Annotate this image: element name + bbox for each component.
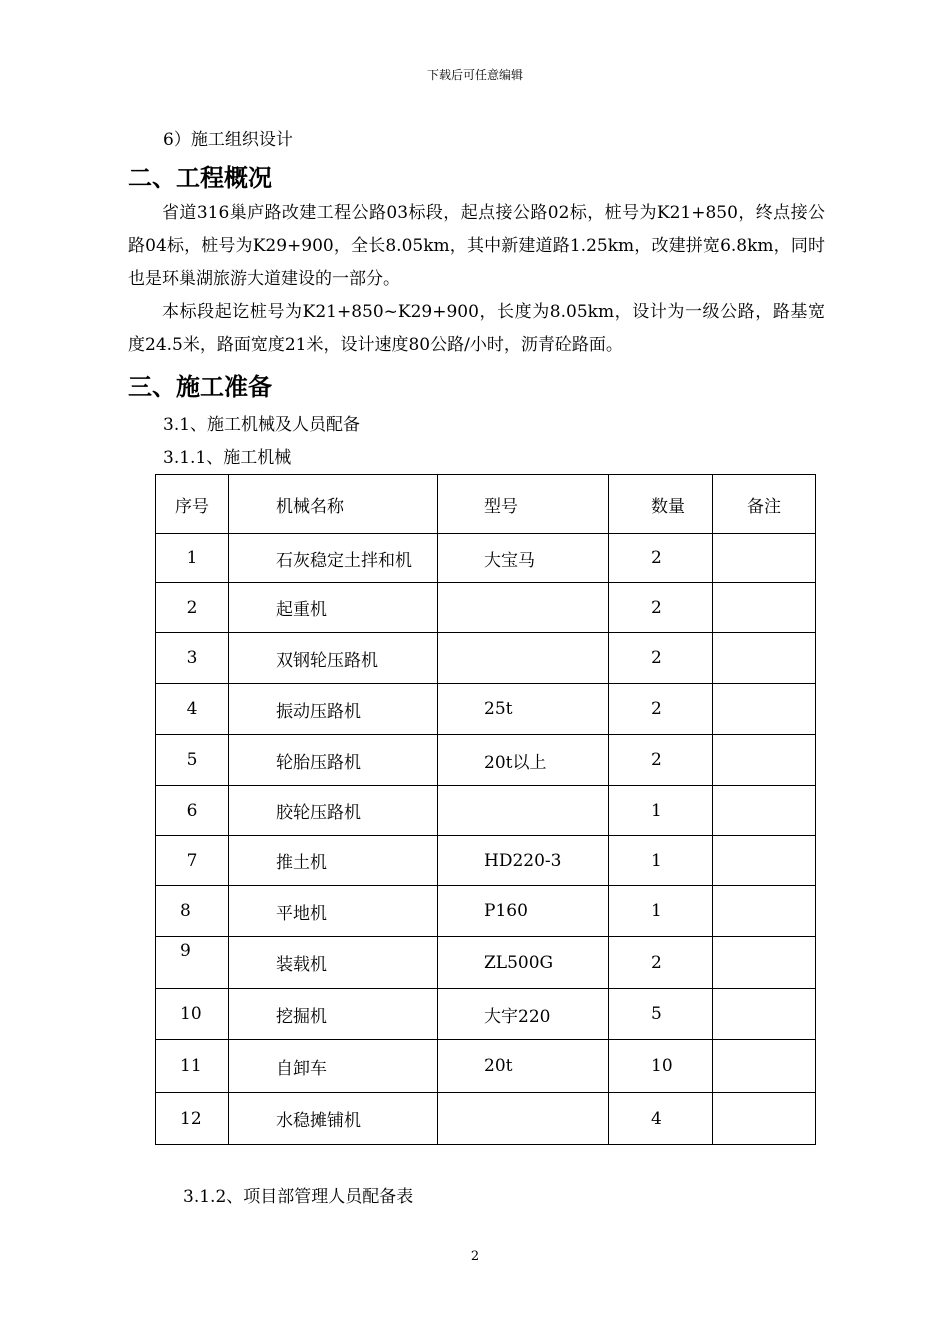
cell-quantity: 10 <box>609 1040 713 1093</box>
cell-remark <box>713 684 816 735</box>
cell-model: 大宇220 <box>438 989 609 1040</box>
cell-name: 轮胎压路机 <box>229 735 438 786</box>
cell-name: 起重机 <box>229 583 438 633</box>
overview-paragraph-2: 本标段起讫桩号为K21+850~K29+900，长度为8.05km，设计为一级公路，路基宽度24.5米，路面宽度21米，设计速度80公路/小时，沥青砼路面。 <box>128 302 825 355</box>
cell-name: 自卸车 <box>229 1040 438 1093</box>
cell-index: 3 <box>156 633 229 684</box>
table-row <box>156 534 816 583</box>
cell-remark <box>713 534 816 583</box>
cell-name: 装载机 <box>229 937 438 989</box>
cell-name: 双钢轮压路机 <box>229 633 438 684</box>
cell-index: 2 <box>156 583 229 633</box>
table-row <box>156 633 816 684</box>
table-row <box>156 583 816 633</box>
table-row <box>156 684 816 735</box>
machinery-table <box>155 474 816 1145</box>
cell-quantity: 2 <box>609 937 713 989</box>
cell-remark <box>713 886 816 937</box>
section-heading-preparation: 三、施工准备 <box>128 373 272 401</box>
cell-quantity: 2 <box>609 583 713 633</box>
cell-model: ZL500G <box>438 937 609 989</box>
table-row <box>156 1040 816 1093</box>
cell-name: 挖掘机 <box>229 989 438 1040</box>
cell-model: HD220-3 <box>438 836 609 886</box>
subsection-heading-machinery-staff: 3.1、施工机械及人员配备 <box>163 415 361 435</box>
cell-quantity: 1 <box>609 786 713 836</box>
cell-model <box>438 583 609 633</box>
page-number: 2 <box>470 1249 480 1264</box>
cell-remark <box>713 786 816 836</box>
overview-paragraph-1: 省道316巢庐路改建工程公路03标段，起点接公路02标，桩号为K21+850，终点接公路04标，桩号为K29+900，全长8.05km，其中新建道路1.25km，改建拼宽6.8km，同时也是环巢湖旅游大道建设的一部分。 <box>128 203 825 289</box>
header-cell-name: 机械名称 <box>229 475 438 534</box>
subsection-heading-staff-table: 3.1.2、项目部管理人员配备表 <box>183 1187 414 1207</box>
cell-index: 4 <box>156 684 229 735</box>
table-row <box>156 937 816 989</box>
cell-quantity: 2 <box>609 735 713 786</box>
cell-model: 25t <box>438 684 609 735</box>
cell-model: P160 <box>438 886 609 937</box>
cell-name: 石灰稳定土拌和机 <box>229 534 438 583</box>
cell-model: 20t以上 <box>438 735 609 786</box>
cell-name: 推土机 <box>229 836 438 886</box>
header-cell-index: 序号 <box>156 475 229 534</box>
list-item-construction-design: 6）施工组织设计 <box>163 130 293 150</box>
cell-remark <box>713 1093 816 1145</box>
cell-quantity: 1 <box>609 836 713 886</box>
table-row <box>156 786 816 836</box>
cell-index: 10 <box>156 989 229 1040</box>
cell-model <box>438 633 609 684</box>
subsection-heading-machinery: 3.1.1、施工机械 <box>163 448 292 468</box>
header-cell-model: 型号 <box>438 475 609 534</box>
cell-remark <box>713 989 816 1040</box>
cell-model: 20t <box>438 1040 609 1093</box>
cell-index: 11 <box>156 1040 229 1093</box>
cell-remark <box>713 937 816 989</box>
cell-index: 8 <box>156 886 229 937</box>
cell-quantity: 5 <box>609 989 713 1040</box>
cell-remark <box>713 735 816 786</box>
cell-name: 平地机 <box>229 886 438 937</box>
cell-index: 1 <box>156 534 229 583</box>
table-row <box>156 989 816 1040</box>
table-row <box>156 886 816 937</box>
cell-name: 胶轮压路机 <box>229 786 438 836</box>
cell-remark <box>713 836 816 886</box>
cell-index: 12 <box>156 1093 229 1145</box>
cell-index: 7 <box>156 836 229 886</box>
cell-index: 5 <box>156 735 229 786</box>
cell-quantity: 4 <box>609 1093 713 1145</box>
header-cell-quantity: 数量 <box>609 475 713 534</box>
cell-model <box>438 1093 609 1145</box>
cell-model: 大宝马 <box>438 534 609 583</box>
table-row <box>156 735 816 786</box>
table-header-row <box>156 475 816 534</box>
table-row <box>156 1093 816 1145</box>
cell-index: 6 <box>156 786 229 836</box>
cell-quantity: 2 <box>609 534 713 583</box>
cell-quantity: 2 <box>609 684 713 735</box>
section-heading-overview: 二、工程概况 <box>128 164 272 192</box>
cell-quantity: 1 <box>609 886 713 937</box>
cell-name: 水稳摊铺机 <box>229 1093 438 1145</box>
cell-remark <box>713 1040 816 1093</box>
page-header: 下载后可任意编辑 <box>426 68 523 82</box>
cell-quantity: 2 <box>609 633 713 684</box>
cell-model <box>438 786 609 836</box>
table-row <box>156 836 816 886</box>
cell-index: 9 <box>156 937 229 989</box>
cell-remark <box>713 583 816 633</box>
header-cell-remark: 备注 <box>713 475 816 534</box>
cell-remark <box>713 633 816 684</box>
cell-name: 振动压路机 <box>229 684 438 735</box>
